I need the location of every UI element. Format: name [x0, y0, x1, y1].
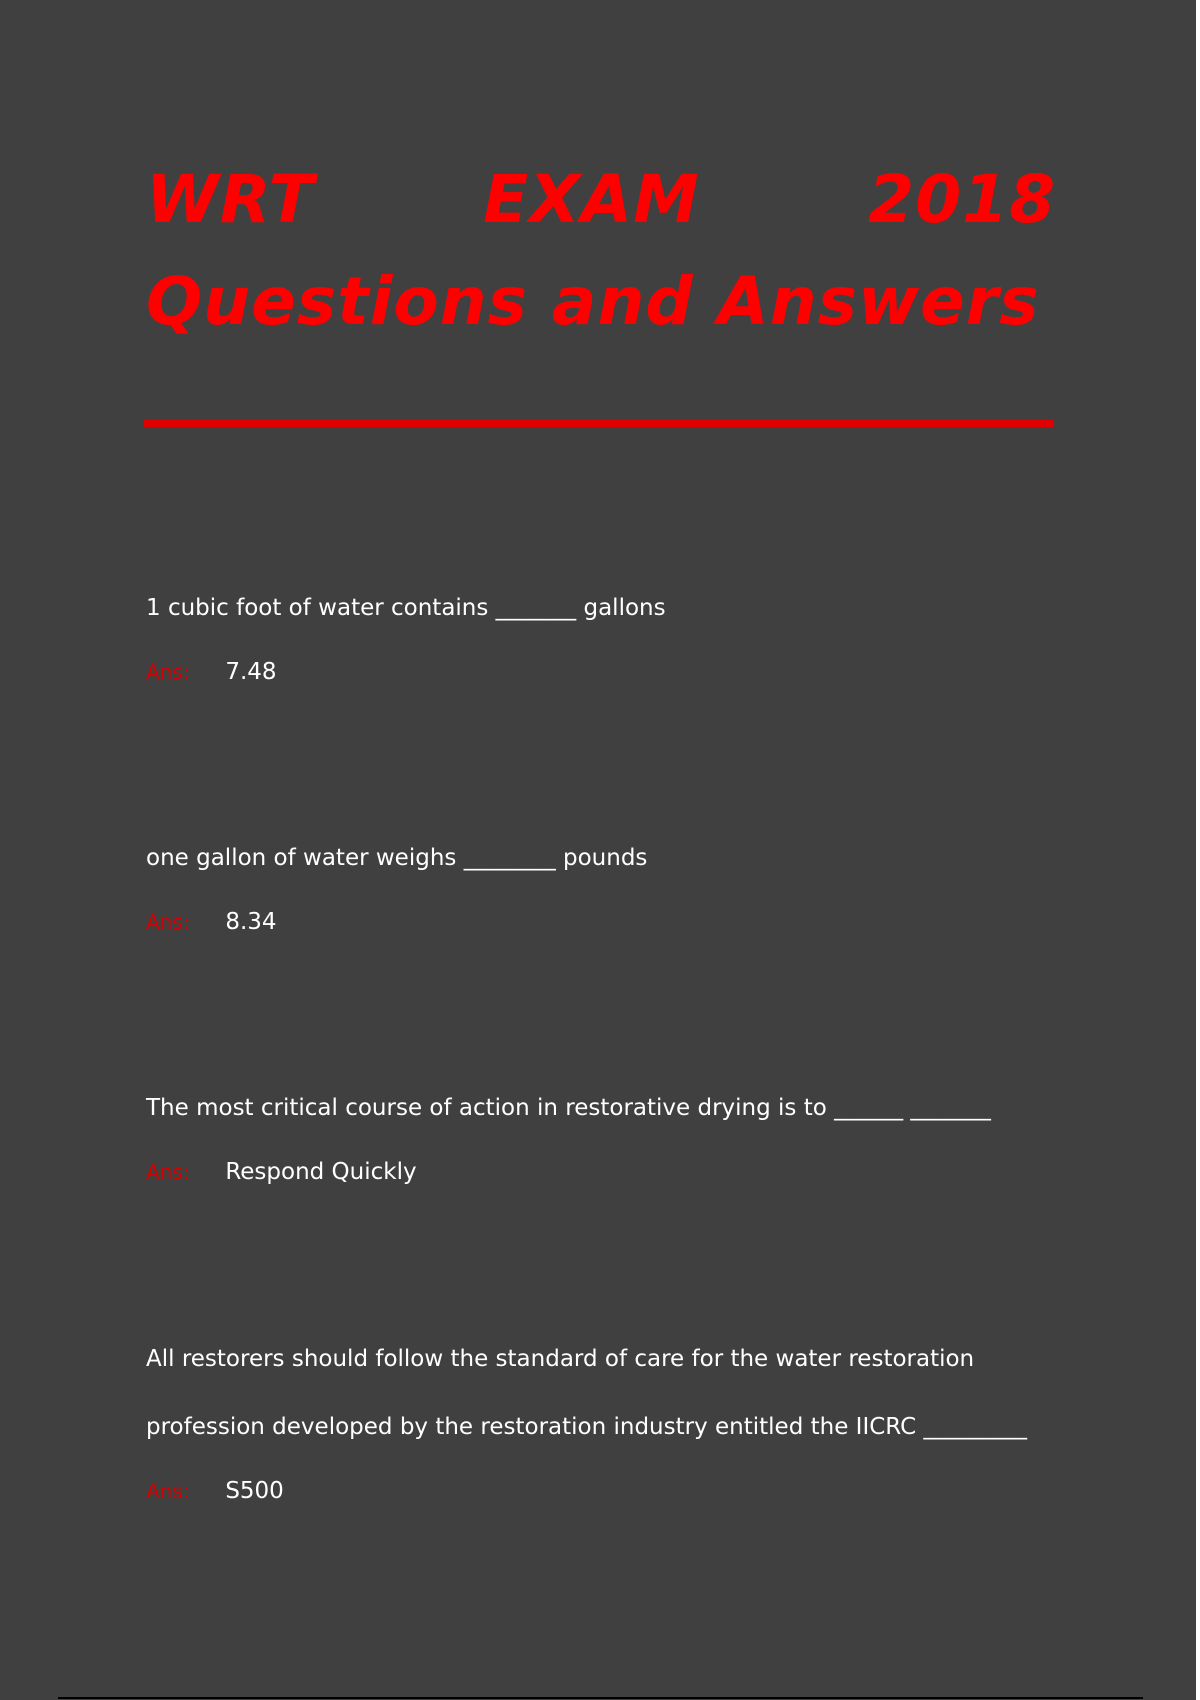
answer-value: S500	[225, 1478, 284, 1504]
answer-row	[146, 1471, 1056, 1511]
title-word-year: 2018	[868, 161, 1056, 238]
page-bottom-rule	[58, 1697, 1143, 1699]
document-title-line-1	[146, 160, 1056, 240]
question-text-line-2: profession developed by the restoration industry entitled the IICRC _________	[146, 1414, 1028, 1440]
answer-value: 8.34	[225, 909, 277, 935]
answer-label: Ans:	[146, 1479, 190, 1503]
answer-label: Ans:	[146, 660, 190, 684]
answer-value: Respond Quickly	[225, 1159, 417, 1185]
page-edge	[1196, 0, 1200, 1700]
title-divider	[144, 420, 1054, 427]
answer-row	[146, 1152, 1056, 1192]
answer-label: Ans:	[146, 1160, 190, 1184]
question-text: 1 cubic foot of water contains _______ gallons	[146, 595, 666, 621]
answer-row	[146, 902, 1056, 942]
qa-item-1	[146, 574, 1056, 692]
qa-item-2	[146, 824, 1056, 942]
document-title-line-2: Questions and Answers	[146, 263, 1040, 340]
title-word-wrt: WRT	[146, 161, 315, 238]
question-text: one gallon of water weighs ________ pounds	[146, 845, 648, 871]
qa-item-3	[146, 1074, 1056, 1192]
question-text: The most critical course of action in restorative drying is to ______ _______	[146, 1095, 991, 1121]
answer-value: 7.48	[225, 659, 277, 685]
answer-label: Ans:	[146, 910, 190, 934]
title-word-exam: EXAM	[483, 161, 700, 238]
qa-item-4	[146, 1325, 1056, 1511]
question-text-line-1: All restorers should follow the standard of care for the water restoration	[146, 1346, 975, 1372]
answer-row	[146, 652, 1056, 692]
